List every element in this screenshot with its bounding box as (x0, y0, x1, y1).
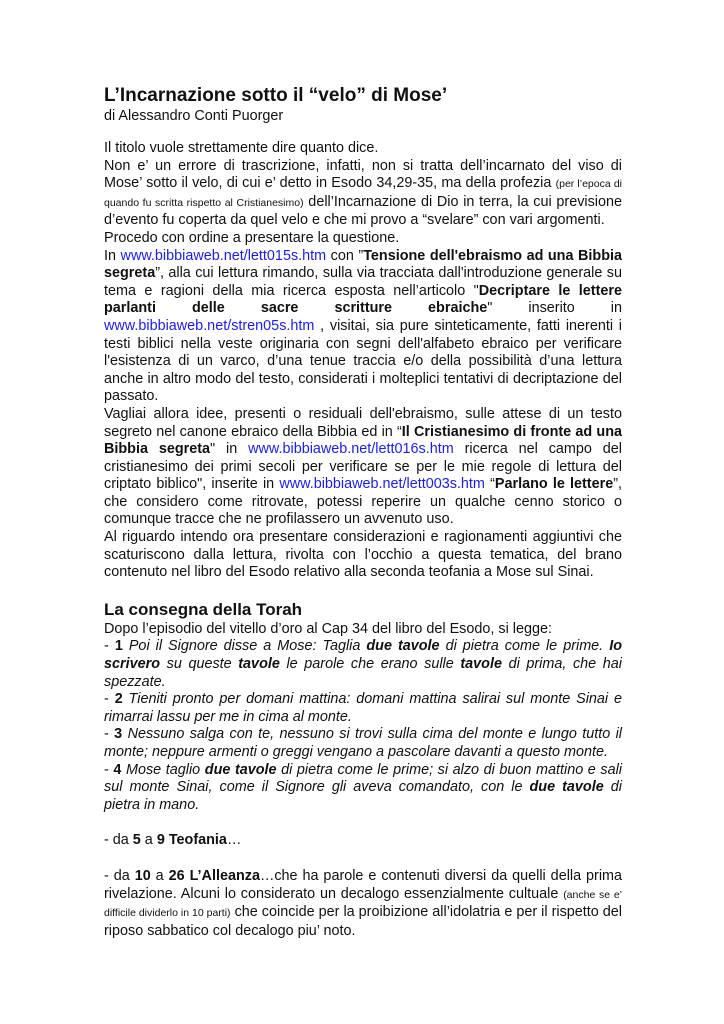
link-lett016s[interactable]: www.bibbiaweb.net/lett016s.htm (248, 441, 454, 458)
bold-title: Il Cristianesimo di fronte ad una Bibbia segreta (104, 423, 623, 458)
text: Non e’ un errore di trascrizione, infatti, non si tratta dell’incarnato del viso di Mose’ sotto il velo, di cui e’ detto in Esodo 34,29-35, ma della profezia (104, 157, 622, 192)
text: “ (484, 476, 495, 493)
verse-text: Nessuno salga con te, nessuno si trovi sulla cima del monte e lungo tutto il monte; neppure armenti o greggi vengano a pascolare davanti a questo monte. (104, 726, 622, 760)
text: ricerca nel campo del cristianesimo dei primi secoli per verificare se per le mie regole di lettura del criptato biblico", inserite in (104, 441, 622, 493)
section-heading: La consegna della Torah (104, 599, 303, 619)
intro-paragraph-6 (104, 529, 622, 582)
text: In (104, 247, 121, 264)
text: Poi il Signore disse a Mose: Taglia (122, 638, 367, 655)
text: le parole che erano sulle (279, 656, 461, 673)
verse-number: 10 (134, 867, 151, 884)
link-lett015s[interactable]: www.bibbiaweb.net/lett015s.htm (120, 247, 327, 264)
text: ”, che considero come ritrovate, potessi reperire un qualche cenno storico o comunque tracce che ne profilassero un avvenuto uso. (104, 476, 623, 528)
text: Al riguardo intendo ora presentare considerazioni e ragionamenti aggiuntivi che scaturiscono dalla lettura, rivolta con l’occhio a questa tematica, del brano contenuto nel libro del Esodo relativo alla seconda teofania a Mose sul Sinai. (104, 529, 622, 581)
text: - da (104, 832, 133, 849)
emphasis: tavole (238, 656, 280, 673)
emphasis: tavole (460, 656, 502, 673)
verse-number: 9 (156, 832, 165, 849)
emphasis: due tavole (366, 638, 440, 655)
intro-paragraph-4 (104, 248, 622, 406)
intro-paragraph-1 (104, 140, 622, 158)
text: di pietra come le prime; si alzo di buon mattino e sali sul monte Sinai, come il Signore gli aveva comandato, con le (104, 761, 622, 796)
text: … (226, 832, 242, 849)
spacer (104, 850, 622, 868)
bold-title: Tensione dell'ebraismo ad una Bibbia segreta (104, 247, 622, 282)
text: di prima, che hai spezzate. (104, 656, 622, 690)
emphasis: due tavole (529, 779, 604, 796)
text: che coincide per la proibizione all’idolatria e per il rispetto del riposo sabbatico col decalogo piu’ noto. (104, 904, 622, 939)
teofania-line (104, 832, 622, 850)
verse-4: - 4 Mose taglio due tavole di pietra come le prime; si alzo di buon mattino e sali sul monte Sinai, come il Signore gli aveva comandato, con le due tavole di pietra in mano. (104, 761, 622, 813)
verse-2: - 2 Tieniti pronto per domani mattina: domani mattina salirai sul monte Sinai e rimarrai lassu per me in cima al monte. (104, 691, 622, 725)
small-note: (anche se e’ difficile dividerlo in 10 parti) (104, 888, 622, 920)
section-lead (104, 621, 622, 639)
text: con ” (326, 247, 364, 264)
verse-number: 4 (113, 761, 122, 778)
text: Dopo l’episodio del vitello d’oro al Cap 34 del libro del Esodo, si legge: (104, 620, 552, 637)
text: dell’Incarnazione di Dio in terra, la cui previsione d’evento fu coperta da quel velo e che mi provo a “svelare” con vari argomenti. (104, 193, 622, 229)
text: a (140, 832, 157, 849)
bold-title: Parlano le lettere (494, 476, 614, 493)
text: Vagliai allora idee, presenti o residuali dell'ebraismo, sulle attese di un testo segreto nel canone ebraico della Bibbia ed in “ (104, 405, 622, 440)
text: " in (210, 441, 249, 458)
link-stren05s[interactable]: www.bibbiaweb.net/stren05s.htm (104, 317, 315, 334)
intro-paragraph-5 (104, 406, 622, 529)
text: di pietra come le prime. (439, 638, 610, 655)
emphasis: Io scrivero (104, 638, 622, 673)
intro-paragraph-2 (104, 158, 622, 230)
spacer (104, 814, 622, 832)
alleanza-paragraph (104, 868, 622, 940)
text: " inserito in (487, 300, 622, 317)
text: Il titolo vuole strettamente dire quanto dice. (104, 140, 379, 156)
small-note: (per l’epoca di quando fu scritta rispetto al Cristianesimo) (104, 178, 623, 209)
bold-label: Teofania (168, 832, 227, 849)
text: - da (104, 867, 135, 884)
verse-1: - 1 Poi il Signore disse a Mose: Taglia due tavole di pietra come le prime. Io scrivero su queste tavole le parole che erano sulle tavole di prima, che hai spezzate. (104, 638, 622, 690)
bold-label: L’Alleanza (189, 867, 260, 884)
verse-number: 26 (168, 867, 185, 884)
bold-title: Decriptare le lettere parlanti delle sacre scritture ebraiche (104, 282, 622, 317)
verse-text: Tieniti pronto per domani mattina: domani mattina salirai sul monte Sinai e rimarrai lassu per me in cima al monte. (104, 691, 622, 725)
text: …che ha parole e contenuti diversi da quelli della prima rivelazione. Alcuni lo considerato un decalogo essenzialmente cultuale (104, 867, 623, 902)
verse-number: 1 (114, 638, 123, 655)
document-page (104, 84, 622, 940)
text: a (150, 867, 169, 884)
text: ”, alla cui lettura rimando, sulla via tracciata dall'introduzione generale su tema e ragioni della mia ricerca esposta nell’articolo " (104, 265, 622, 299)
spacer (104, 582, 622, 599)
text: Mose taglio (121, 761, 205, 778)
emphasis: due tavole (204, 761, 277, 778)
link-lett003s[interactable]: www.bibbiaweb.net/lett003s.htm (279, 476, 485, 493)
text: , visitai, sia pure sinteticamente, fatti inerenti i testi biblici nella veste originaria con segni dell'alfabeto ebraico per verificare l'esistenza di un varco, d’una tenue traccia e/o della possibilità d’una lettura anche in altro modo del testo, considerati i molteplici tentativi di decriptazione del passato. (104, 317, 622, 405)
text: su queste (160, 656, 239, 673)
text: Procedo con ordine a presentare la questione. (104, 229, 400, 246)
verse-3: - 3 Nessuno salga con te, nessuno si trovi sulla cima del monte e lungo tutto il monte; neppure armenti o greggi vengano a pascolare davanti a questo monte. (104, 726, 622, 760)
author-line: di Alessandro Conti Puorger (104, 108, 284, 124)
document-title: L’Incarnazione sotto il “velo” di Mose’ (104, 85, 448, 106)
intro-paragraph-3 (104, 230, 622, 248)
verse-number: 5 (132, 832, 141, 849)
text: di pietra in mano. (104, 779, 622, 813)
verse-number: 3 (114, 726, 123, 743)
verse-number: 2 (114, 691, 123, 708)
